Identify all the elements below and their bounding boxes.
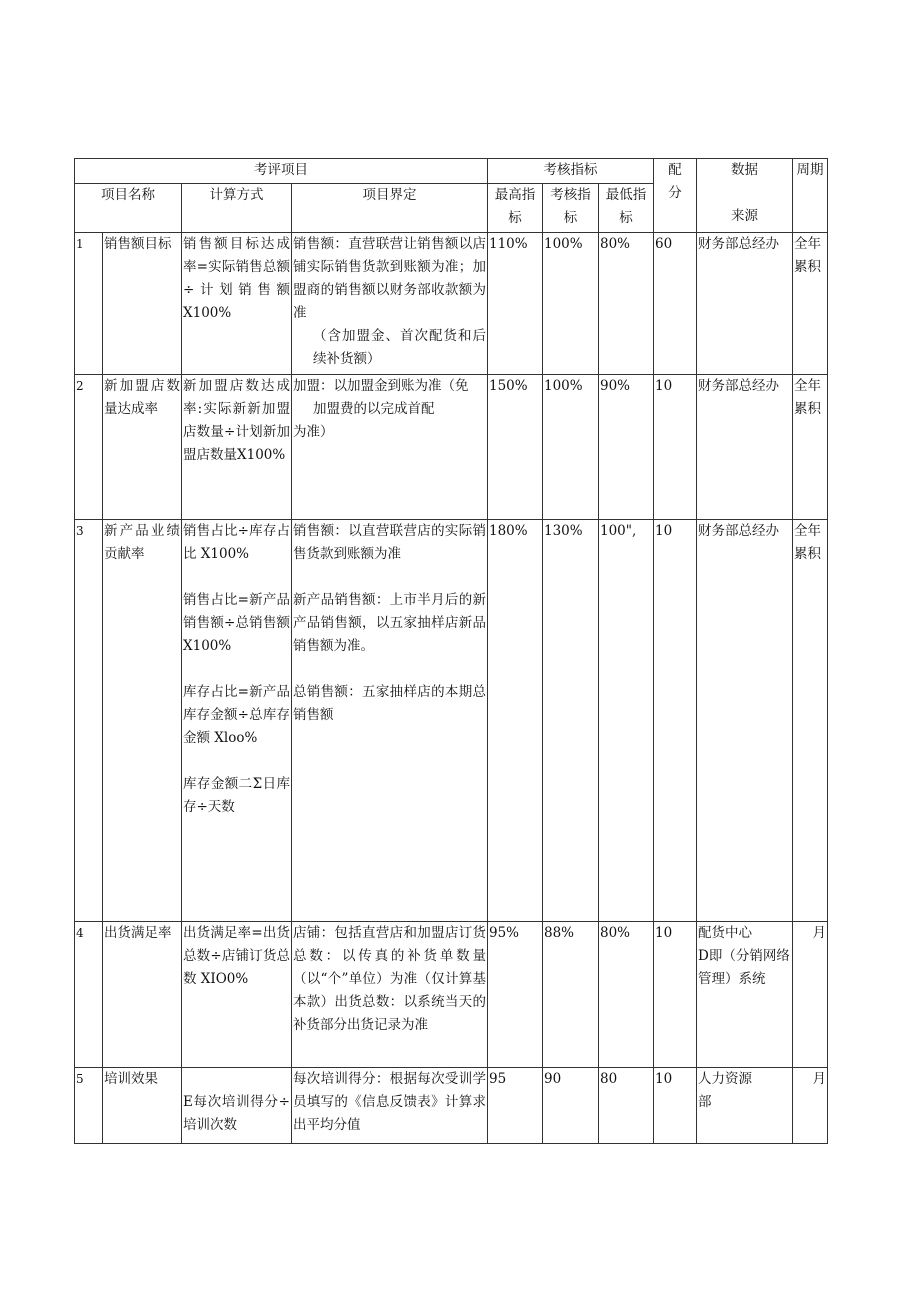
row-definition: 店铺：包括直营店和加盟店订货总数：以传真的补货单数量（以“个”单位）为准（仅计算基本款）出货总数：以系统当天的补货部分出货记录为准 [292, 922, 488, 1068]
row-definition [292, 233, 488, 375]
definition-text: 新产品销售额：上市半月后的新产品销售额，以五家抽样店新品销售额为准。 [293, 592, 486, 654]
row-name: 销售额目标 [103, 233, 182, 375]
row-name: 新产品业绩贡献率 [103, 520, 182, 922]
header-source [697, 159, 793, 233]
table-row [75, 520, 828, 922]
row-max: 180% [488, 520, 543, 922]
header-item: 考评项目 [75, 159, 488, 184]
row-cycle: 全年累积 [793, 375, 828, 520]
header-max: 最高指标 [488, 184, 543, 233]
row-cycle: 月 [793, 1068, 828, 1144]
row-max: 150% [488, 375, 543, 520]
definition-text: 销售额：以直营联营店的实际销售货款到账额为准 [293, 523, 486, 562]
row-target: 130% [543, 520, 599, 922]
row-target: 100% [543, 233, 599, 375]
row-source [697, 1068, 793, 1144]
table-row [75, 375, 828, 520]
row-target: 90 [543, 1068, 599, 1144]
row-number: 2 [75, 375, 103, 520]
row-number: 3 [75, 520, 103, 922]
source-text: D即（分销网络管理）系统 [698, 948, 790, 987]
header-score-text: 配 分 [668, 162, 682, 201]
row-number: 4 [75, 922, 103, 1068]
row-score: 10 [654, 520, 697, 922]
table-row [75, 233, 828, 375]
row-max: 95 [488, 1068, 543, 1144]
row-target: 88% [543, 922, 599, 1068]
header-calc: 计算方式 [182, 184, 292, 233]
definition-text: 销售额：直营联营让销售额以店铺实际销售货款到账额为准；加盟商的销售额以财务部收款额为准 [293, 236, 486, 321]
row-cycle: 月 [793, 922, 828, 1068]
row-max: 110% [488, 233, 543, 375]
source-text: 人力资源 [698, 1071, 752, 1087]
row-calc: E每次培训得分÷培训次数 [182, 1068, 292, 1144]
row-score: 60 [654, 233, 697, 375]
row-name: 新加盟店数量达成率 [103, 375, 182, 520]
row-source [697, 922, 793, 1068]
row-score: 10 [654, 375, 697, 520]
header-min: 最低指标 [599, 184, 654, 233]
header-name: 项目名称 [75, 184, 182, 233]
row-min: 100", [599, 520, 654, 922]
row-calc: 销售额目标达成率=实际销售总额÷计划销售额X100% [182, 233, 292, 375]
table-row [75, 922, 828, 1068]
row-score: 10 [654, 922, 697, 1068]
row-target: 100% [543, 375, 599, 520]
row-number: 1 [75, 233, 103, 375]
row-max: 95% [488, 922, 543, 1068]
calc-text: 销售占比=新产品销售额÷总销售额 X100% [183, 592, 290, 654]
kpi-evaluation-table [74, 158, 828, 1144]
definition-text: 加盟费的以完成首配 [313, 401, 435, 417]
calc-text: 库存金额二Σ日库存÷天数 [183, 776, 290, 815]
row-source: 财务部总经办 [697, 520, 793, 922]
row-score: 10 [654, 1068, 697, 1144]
row-calc: 出货满足率=出货总数÷店铺订货总数 XIO0% [182, 922, 292, 1068]
row-definition [292, 375, 488, 520]
table-row [75, 1068, 828, 1144]
row-cycle: 全年累积 [793, 520, 828, 922]
header-source-top: 数据 [731, 162, 758, 178]
row-source: 财务部总经办 [697, 233, 793, 375]
header-definition: 项目界定 [292, 184, 488, 233]
header-score [654, 159, 697, 233]
header-target: 考核指标 [543, 184, 599, 233]
definition-text: （含加盟金、首次配货和后续补货额） [313, 328, 486, 367]
row-definition [292, 520, 488, 922]
row-min: 80 [599, 1068, 654, 1144]
calc-text: 销售占比÷库存占比 X100% [183, 523, 290, 562]
row-definition: 每次培训得分：根据每次受训学员填写的《信息反馈表》计算求出平均分值 [292, 1068, 488, 1144]
row-min: 80% [599, 233, 654, 375]
definition-text: 总销售额：五家抽样店的本期总销售额 [293, 684, 486, 723]
row-source: 财务部总经办 [697, 375, 793, 520]
row-number: 5 [75, 1068, 103, 1144]
row-name: 出货满足率 [103, 922, 182, 1068]
definition-text: 加盟：以加盟金到账为准（免 [293, 378, 469, 394]
row-min: 90% [599, 375, 654, 520]
row-calc: 新加盟店数达成率:实际新新加盟店数量÷计划新加盟店数量X100% [182, 375, 292, 520]
source-text: 部 [698, 1094, 712, 1110]
header-source-bottom: 来源 [731, 208, 758, 224]
row-calc [182, 520, 292, 922]
row-name: 培训效果 [103, 1068, 182, 1144]
definition-text: 为准） [293, 424, 334, 440]
source-text: 配货中心 [698, 925, 752, 941]
header-indicator: 考核指标 [488, 159, 654, 184]
row-cycle: 全年累积 [793, 233, 828, 375]
header-cycle: 周期 [793, 159, 828, 233]
calc-text: 库存占比=新产品库存金额÷总库存金额 Xloo% [183, 684, 290, 746]
row-min: 80% [599, 922, 654, 1068]
